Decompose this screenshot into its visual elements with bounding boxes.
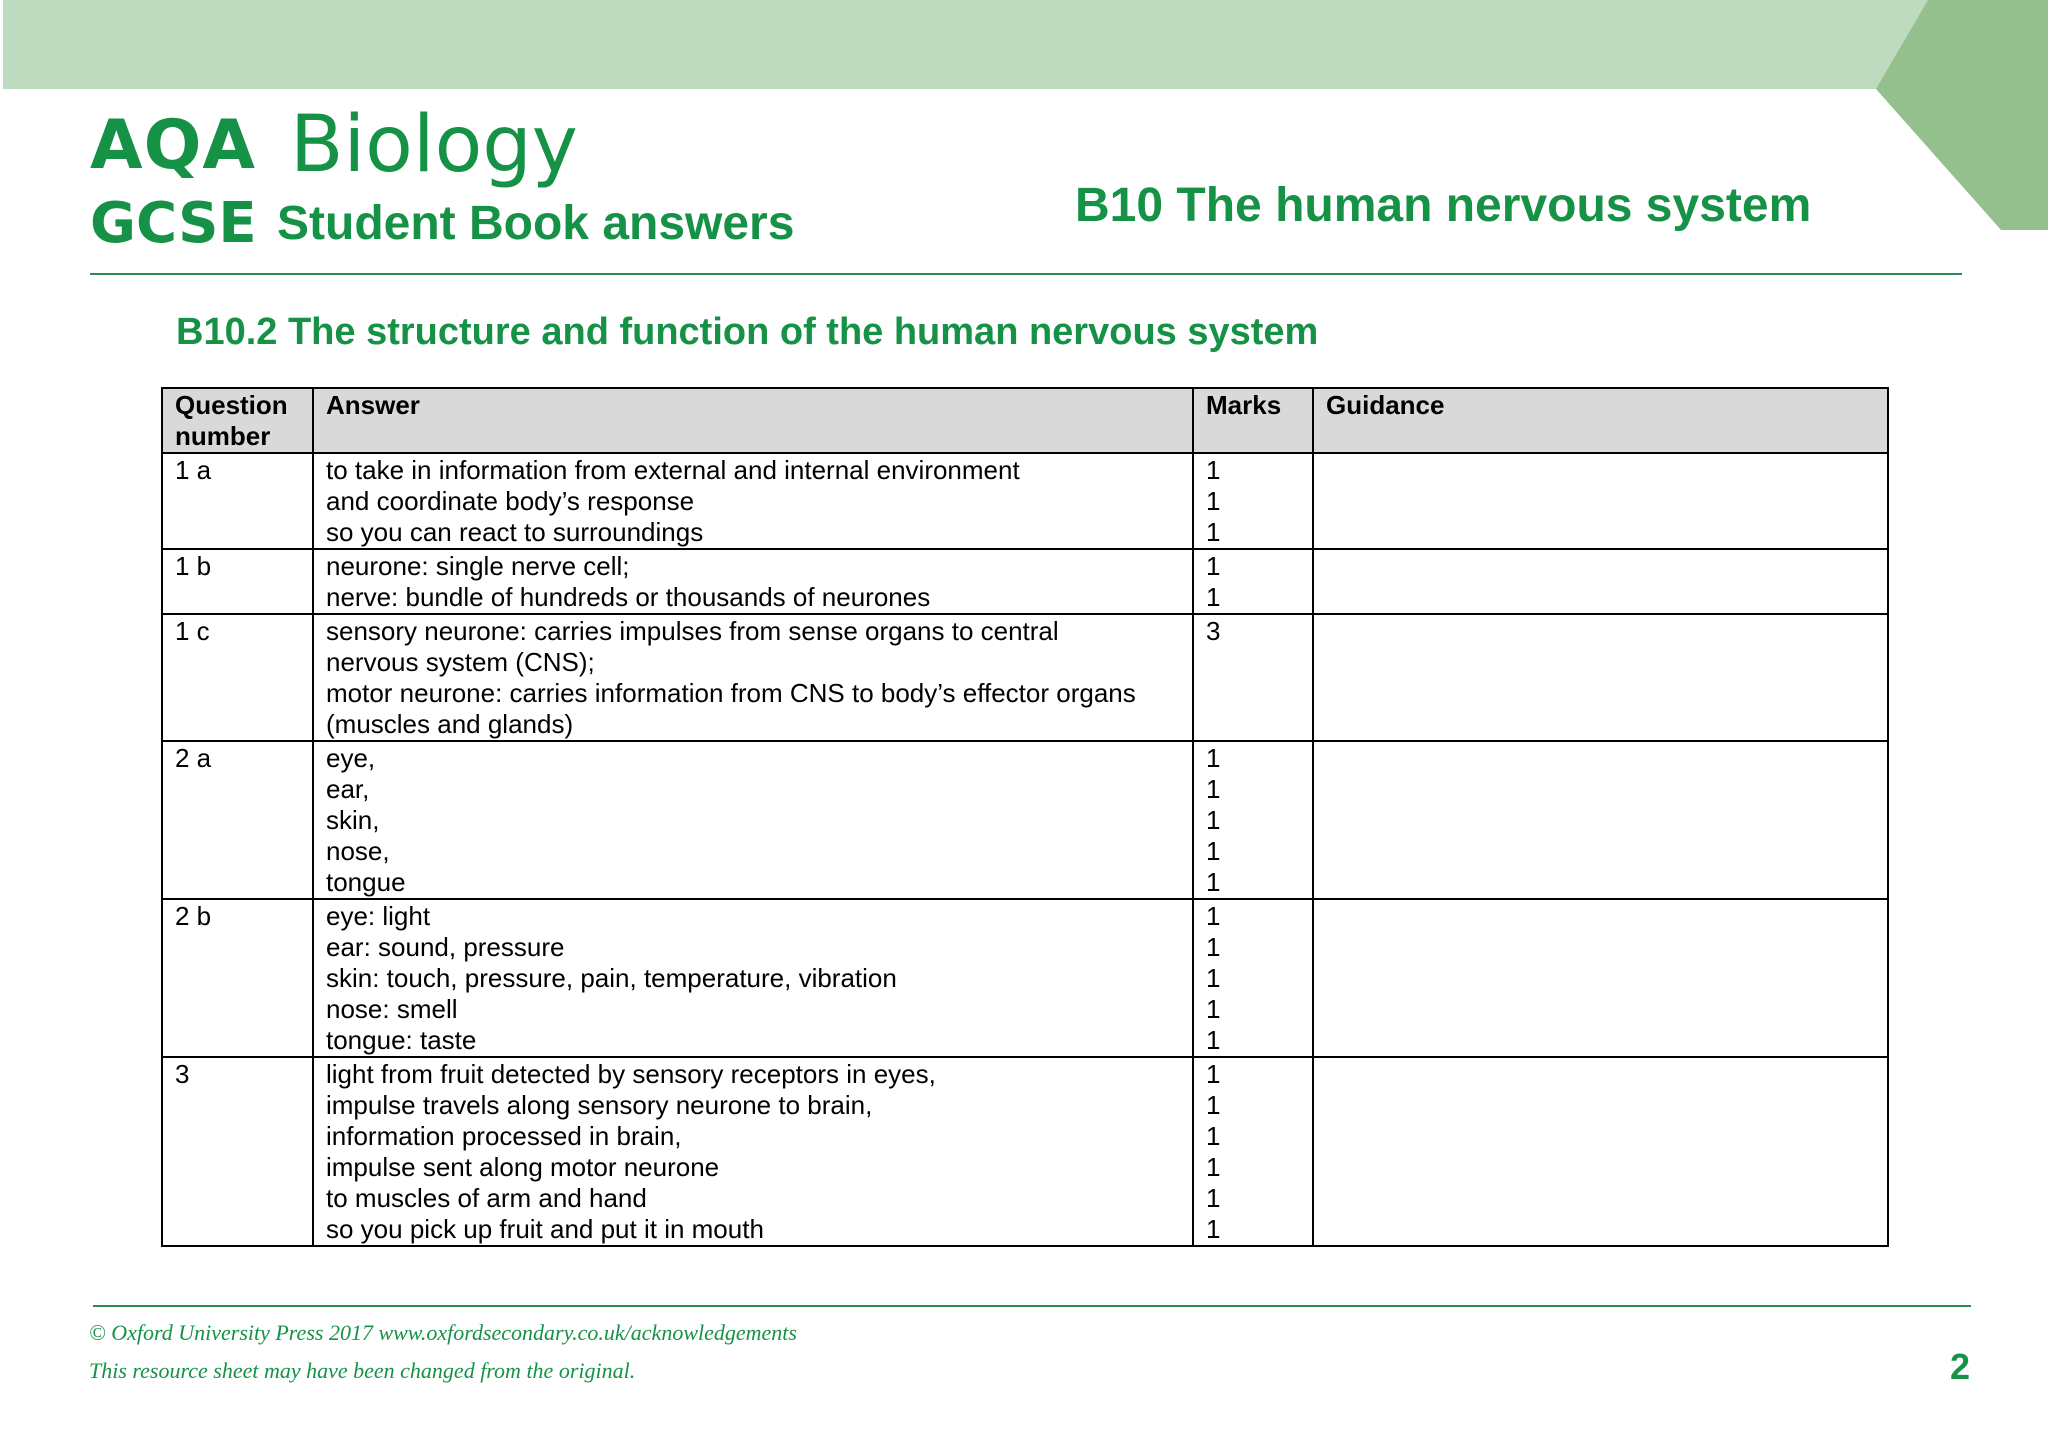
table-header-row <box>162 388 1888 453</box>
header-divider <box>90 273 1962 275</box>
question-cell: 2 b <box>162 899 313 1057</box>
mark-value: 1 <box>1206 1025 1221 1055</box>
mark-value: 1 <box>1206 1121 1221 1151</box>
answer-cell <box>313 1057 1193 1246</box>
mark-value: 1 <box>1206 1152 1221 1182</box>
mark-value: 1 <box>1206 582 1221 612</box>
mark-value: 1 <box>1206 932 1221 962</box>
answer-line: and coordinate body’s response <box>326 486 695 516</box>
header-corner-tab <box>1876 0 2048 230</box>
answer-cell <box>313 549 1193 614</box>
answer-line: neurone: single nerve cell; <box>326 551 630 581</box>
mark-value: 1 <box>1206 836 1221 866</box>
question-cell: 1 c <box>162 614 313 741</box>
mark-value: 1 <box>1206 774 1221 804</box>
answer-line: impulse sent along motor neurone <box>326 1152 720 1182</box>
question-cell: 3 <box>162 1057 313 1246</box>
header-band <box>3 0 1933 89</box>
answer-line: sensory neurone: carries impulses from sense organs to central <box>326 616 1059 646</box>
mark-value: 1 <box>1206 994 1221 1024</box>
table-row <box>162 453 1888 549</box>
answer-line: to take in information from external and internal environment <box>326 455 1020 485</box>
answer-line: so you pick up fruit and put it in mouth <box>326 1214 764 1244</box>
logo-subject: Biology <box>290 100 578 190</box>
answer-line: tongue <box>326 867 406 897</box>
mark-value: 1 <box>1206 1090 1221 1120</box>
footer-note: This resource sheet may have been changed from the original. <box>89 1358 636 1383</box>
answer-line: motor neurone: carries information from CNS to body’s effector organs <box>326 678 1136 708</box>
guidance-cell <box>1313 549 1888 614</box>
mark-value: 1 <box>1206 1183 1221 1213</box>
marks-cell <box>1193 1057 1313 1246</box>
mark-value: 1 <box>1206 551 1221 581</box>
answer-cell <box>313 453 1193 549</box>
question-cell: 1 b <box>162 549 313 614</box>
answer-line: eye: light <box>326 901 431 931</box>
answer-cell <box>313 899 1193 1057</box>
header-question-number: Question number <box>162 388 313 453</box>
answer-line: impulse travels along sensory neurone to brain, <box>326 1090 873 1120</box>
guidance-cell <box>1313 614 1888 741</box>
answer-line: ear, <box>326 774 370 804</box>
table-row <box>162 741 1888 899</box>
marks-cell <box>1193 899 1313 1057</box>
marks-cell <box>1193 741 1313 899</box>
mark-value: 1 <box>1206 517 1221 547</box>
mark-value: 1 <box>1206 867 1221 897</box>
mark-value: 3 <box>1206 616 1221 646</box>
mark-value: 1 <box>1206 901 1221 931</box>
answer-line: skin: touch, pressure, pain, temperature, vibration <box>326 963 897 993</box>
guidance-cell <box>1313 741 1888 899</box>
answer-line: skin, <box>326 805 380 835</box>
mark-value: 1 <box>1206 963 1221 993</box>
answer-line: eye, <box>326 743 376 773</box>
answer-line: nerve: bundle of hundreds or thousands of neurones <box>326 582 931 612</box>
header-answer: Answer <box>313 388 1193 453</box>
question-cell: 2 a <box>162 741 313 899</box>
answer-line: nervous system (CNS); <box>326 647 595 677</box>
section-title: B10.2 The structure and function of the human nervous system <box>176 311 1319 353</box>
mark-value: 1 <box>1206 486 1221 516</box>
marks-cell <box>1193 614 1313 741</box>
logo-subtitle: Student Book answers <box>277 197 795 250</box>
answer-line: to muscles of arm and hand <box>326 1183 647 1213</box>
question-cell: 1 a <box>162 453 313 549</box>
mark-value: 1 <box>1206 455 1221 485</box>
answer-line: (muscles and glands) <box>326 709 574 739</box>
footer-copyright: © Oxford University Press 2017 www.oxfordsecondary.co.uk/acknowledgements <box>89 1320 797 1345</box>
answers-table <box>161 387 1889 1247</box>
answer-cell <box>313 614 1193 741</box>
mark-value: 1 <box>1206 743 1221 773</box>
chapter-title: B10 The human nervous system <box>1075 179 1812 232</box>
answer-line: nose: smell <box>326 994 458 1024</box>
guidance-cell <box>1313 1057 1888 1246</box>
mark-value: 1 <box>1206 805 1221 835</box>
answer-line: tongue: taste <box>326 1025 477 1055</box>
answer-cell <box>313 741 1193 899</box>
header-guidance: Guidance <box>1313 388 1888 453</box>
logo-aqa: AQA <box>90 106 257 185</box>
answer-line: nose, <box>326 836 390 866</box>
page-number: 2 <box>1949 1346 1970 1387</box>
mark-value: 1 <box>1206 1059 1221 1089</box>
logo-gcse: GCSE <box>90 191 257 256</box>
mark-value: 1 <box>1206 1214 1221 1244</box>
table-row <box>162 899 1888 1057</box>
header-marks: Marks <box>1193 388 1313 453</box>
answer-line: ear: sound, pressure <box>326 932 565 962</box>
answer-line: so you can react to surroundings <box>326 517 704 547</box>
answer-line: information processed in brain, <box>326 1121 682 1151</box>
marks-cell <box>1193 549 1313 614</box>
table-row <box>162 614 1888 741</box>
marks-cell <box>1193 453 1313 549</box>
footer-divider <box>93 1305 1971 1307</box>
guidance-cell <box>1313 453 1888 549</box>
guidance-cell <box>1313 899 1888 1057</box>
answer-line: light from fruit detected by sensory receptors in eyes, <box>326 1059 936 1089</box>
table-row <box>162 549 1888 614</box>
table-row <box>162 1057 1888 1246</box>
